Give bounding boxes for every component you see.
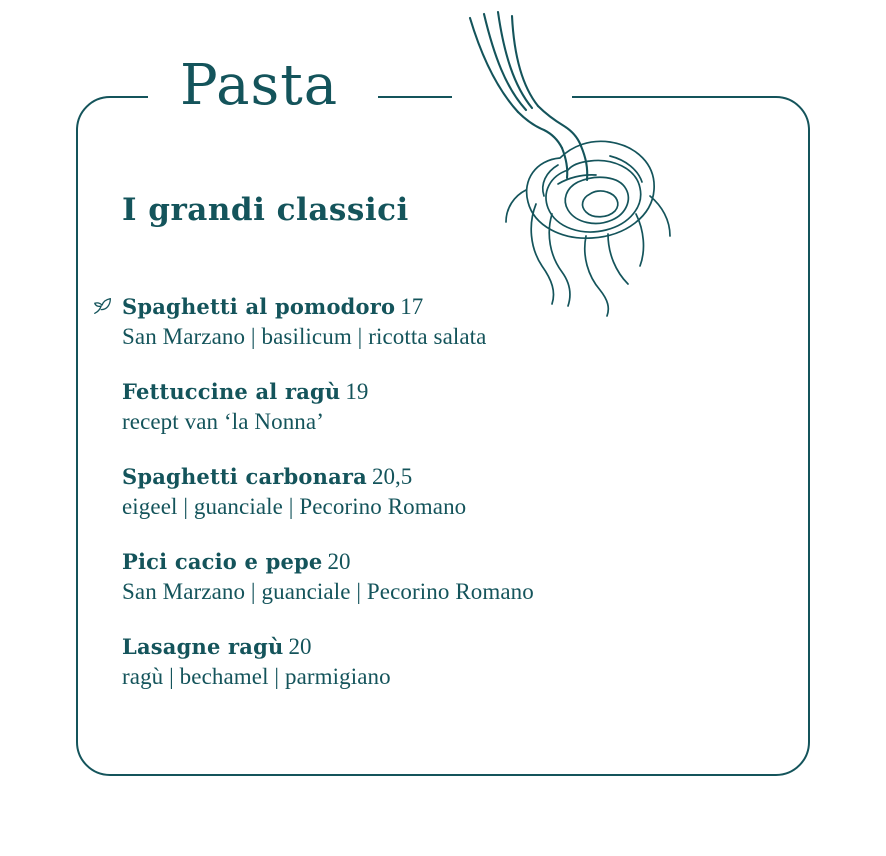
menu-item-head xyxy=(122,377,722,407)
menu-item xyxy=(122,292,722,352)
page-title: Pasta xyxy=(180,53,339,118)
menu-item xyxy=(122,632,722,692)
menu-item-head xyxy=(122,462,722,492)
menu-item-price: 20,5 xyxy=(371,464,413,489)
menu-item-head xyxy=(122,292,722,322)
menu-item-description: ragù | bechamel | parmigiano xyxy=(122,664,391,689)
menu-item-name: Fettuccine al ragù xyxy=(122,379,341,404)
leaf-icon xyxy=(92,295,114,317)
menu-item-head xyxy=(122,632,722,662)
menu-item-price: 20 xyxy=(327,549,351,574)
menu-item-description: San Marzano | basilicum | ricotta salata xyxy=(122,324,487,349)
subsection-title: I grandi classici xyxy=(122,192,409,228)
menu-item-name: Pici cacio e pepe xyxy=(122,549,323,574)
fork-border-gap xyxy=(452,72,572,130)
menu-item-list xyxy=(122,292,722,717)
menu-item-name: Lasagne ragù xyxy=(122,634,284,659)
menu-item-price: 20 xyxy=(288,634,312,659)
menu-item-price: 17 xyxy=(400,294,424,319)
menu-item-description: eigeel | guanciale | Pecorino Romano xyxy=(122,494,467,519)
menu-item-description: San Marzano | guanciale | Pecorino Romano xyxy=(122,579,534,604)
menu-item-description: recept van ‘la Nonna’ xyxy=(122,409,324,434)
menu-item-name: Spaghetti carbonara xyxy=(122,464,367,489)
menu-item-name: Spaghetti al pomodoro xyxy=(122,294,396,319)
menu-item-price: 19 xyxy=(345,379,369,404)
menu-item xyxy=(122,377,722,437)
menu-item-head xyxy=(122,547,722,577)
menu-item xyxy=(122,547,722,607)
menu-item xyxy=(122,462,722,522)
